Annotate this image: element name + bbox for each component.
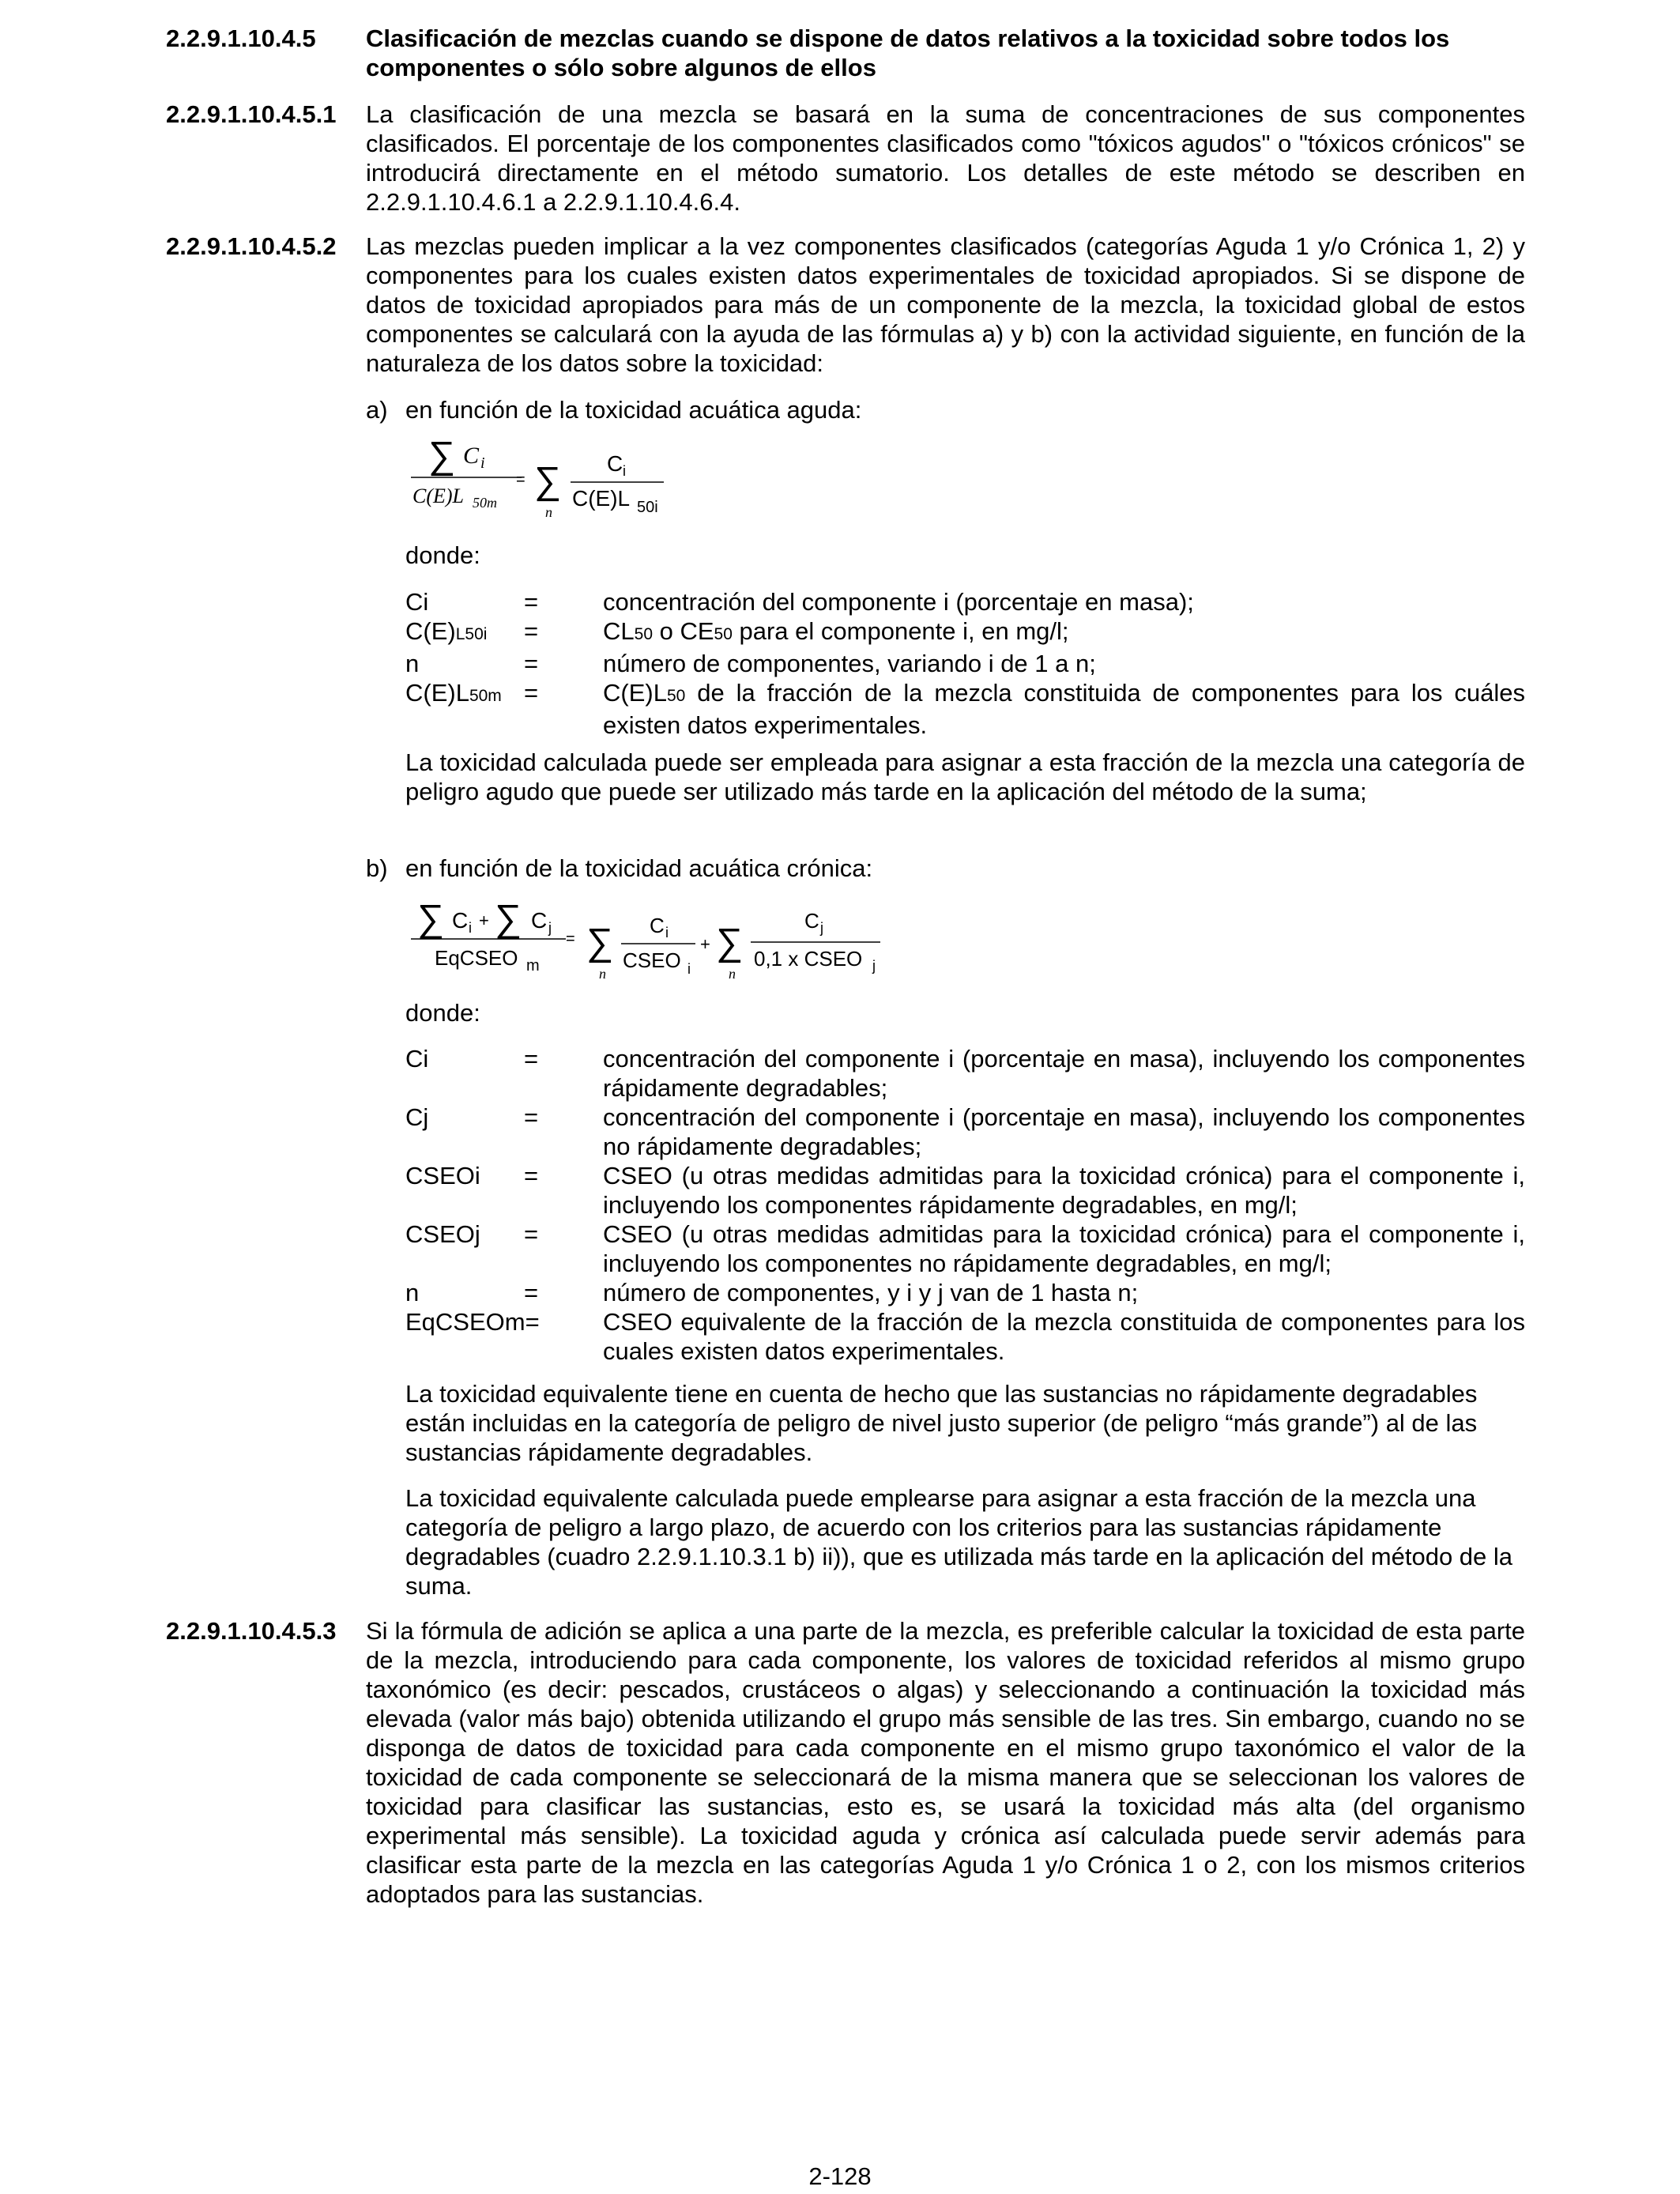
definition-desc: concentración del componente i (porcentaje en masa); — [603, 588, 1194, 616]
definition-desc: CSEO (u otras medidas admitidas para la toxicidad crónica) para el componente i, incluyendo los componentes rápidamente degradables, en mg/l; — [603, 1162, 1525, 1219]
term-sub: 50m — [469, 687, 502, 705]
desc-part: CL — [603, 617, 635, 645]
t2-numerator: C — [804, 909, 819, 933]
definition-term: Ci — [405, 1045, 429, 1072]
item-label: a) — [366, 396, 388, 424]
definition-term: n — [405, 650, 420, 677]
definition-term — [405, 616, 487, 649]
note-chronic-2: La toxicidad equivalente calculada puede emplearse para asignar a esta fracción de la mezcla una categoría de peligro a largo plazo, de acuerdo con los criterios para las sustancias rápidamente degradables (cuadro 2.2.9.1.10.3.1 b) ii)), que es utilizada más tarde en la aplicación del método de la suma. — [405, 1484, 1513, 1600]
definition-equals: = — [524, 650, 539, 677]
desc-sub: 50 — [714, 625, 733, 643]
note-chronic-1: La toxicidad equivalente tiene en cuenta de hecho que las sustancias no rápidamente degradables están incluidas en la categoría de peligro de nivel justo superior (de peligro “más grande”) al de las sustancias rápidamente degradables. — [405, 1380, 1478, 1466]
definition-desc: número de componentes, y i y j van de 1 hasta n; — [603, 1279, 1139, 1306]
t1-denominator: CSEO — [623, 948, 681, 972]
definition-row — [405, 1103, 1525, 1161]
t1-numerator-sub: i — [665, 925, 669, 941]
rhs-numerator-sub: i — [623, 463, 626, 479]
definition-row — [405, 1220, 1525, 1278]
denominator-sub: 50m — [473, 495, 497, 511]
t2-numerator-sub: j — [820, 920, 823, 936]
donde-label-b: donde: — [405, 999, 480, 1027]
term-sub: L50i — [455, 625, 488, 643]
cj: C — [531, 908, 548, 933]
definition-equals: = — [524, 1045, 539, 1072]
definition-row — [405, 1278, 1525, 1307]
section-text: Las mezclas pueden implicar a la vez componentes clasificados (categorías Aguda 1 y/o Crónica 1, 2) y componentes para los cuales existen datos experimentales de toxicidad apropiados. Si se dispone de datos de toxicidad apropiados para más de un componente de la mezcla, la toxicidad global de estos componentes se calculará con la ayuda de las fórmulas a) y b) con la actividad siguiente, en función de la naturaleza de los datos sobre la toxicidad: — [366, 232, 1525, 377]
section-2-2-9-1-10-4-5 — [166, 24, 1525, 82]
desc-part: o CE — [653, 617, 714, 645]
section-number: 2.2.9.1.10.4.5.2 — [166, 232, 337, 260]
definition-desc: número de componentes, variando i de 1 a n; — [603, 650, 1096, 677]
definition-equals: = — [524, 617, 539, 645]
denominator-sub: m — [526, 957, 540, 974]
desc-sub: 50 — [634, 625, 653, 643]
sum-index: n — [729, 966, 736, 982]
desc-sub: 50 — [666, 687, 686, 705]
definition-row — [405, 1044, 1525, 1103]
definitions-b — [405, 1044, 1525, 1366]
definition-desc — [603, 616, 1525, 649]
definition-term: CSEOj — [405, 1220, 480, 1248]
numerator-sub: i — [480, 454, 485, 472]
plus-sign: + — [700, 934, 710, 954]
section-text: La clasificación de una mezcla se basará en la suma de concentraciones de sus componentes clasificados. El porcentaje de los componentes clasificados como "tóxicos agudos" o "tóxicos crónicos" se introducirá directamente en el método sumatorio. Los detalles de este método se describen en 2.2.9.1.10.4.6.1 a 2.2.9.1.10.4.6.4. — [366, 100, 1525, 216]
definition-equals: = — [524, 588, 539, 616]
cj-sub: j — [548, 920, 552, 936]
definition-term: CSEOi — [405, 1162, 480, 1189]
definition-desc: CSEO (u otras medidas admitidas para la toxicidad crónica) para el componente i, incluyendo los componentes no rápidamente degradables, en mg/l; — [603, 1220, 1525, 1277]
section-2-2-9-1-10-4-5-2 — [166, 232, 1525, 378]
definition-row — [405, 587, 1525, 616]
formula-chronic — [403, 892, 909, 986]
definition-row — [405, 649, 1525, 678]
note-acute: La toxicidad calculada puede ser empleada para asignar a esta fracción de la mezcla una categoría de peligro agudo que puede ser utilizado más tarde en la aplicación del método de la suma; — [405, 748, 1525, 805]
page-number: 2-128 — [808, 2162, 872, 2190]
section-2-2-9-1-10-4-5-1 — [166, 100, 1525, 217]
section-text: Si la fórmula de adición se aplica a una parte de la mezcla, es preferible calcular la toxicidad de esta parte de la mezcla, introduciendo para cada componente, los valores de toxicidad referidos al mismo grupo taxonómico (es decir: pescados, crustáceos o algas) y seleccionando a continuación la toxicidad más elevada (valor más bajo) obtenida utilizando el grupo más sensible de las tres. Sin embargo, cuando no se disponga de datos de toxicidad para cada componente en el mismo grupo taxonómico el valor de la toxicidad de cada componente se seleccionará de la misma manera que se seleccionan los valores de toxicidad para clasificar las sustancias, esto es, se usará la toxicidad más alta (del organismo experimental más sensible). La toxicidad aguda y crónica así calculada puede servir además para clasificar esta parte de la mezcla en las categorías Aguda 1 y/o Crónica 1 o 2, con los mismos criterios adoptados para las sustancias. — [366, 1617, 1525, 1908]
ci: C — [452, 908, 469, 933]
equals-sign: = — [566, 930, 575, 948]
section-title: Clasificación de mezclas cuando se dispone de datos relativos a la toxicidad sobre todos los componentes o sólo sobre algunos de ellos — [366, 25, 1450, 81]
equals-sign: = — [516, 471, 525, 488]
definition-term — [405, 678, 502, 711]
t2-denominator: 0,1 x CSEO — [754, 947, 863, 971]
sum-symbol-t2: ∑ — [716, 922, 744, 963]
section-number: 2.2.9.1.10.4.5.3 — [166, 1617, 337, 1645]
definition-row — [405, 1307, 1525, 1366]
rhs-denominator-sub: 50i — [637, 499, 658, 516]
definitions-a — [405, 587, 1525, 740]
sum-symbol: ∑ — [417, 898, 445, 940]
desc-part: de la fracción de la mezcla constituida de componentes para los cuáles existen datos experimentales. — [603, 679, 1525, 739]
donde-label-a: donde: — [405, 541, 480, 569]
sum-index: n — [599, 966, 606, 982]
definition-equals: = — [524, 1103, 539, 1131]
definition-desc: CSEO equivalente de la fracción de la mezcla constituida de componentes para los cuales existen datos experimentales. — [603, 1308, 1525, 1365]
item-text: en función de la toxicidad acuática crónica: — [405, 854, 873, 882]
plus-sign: + — [479, 910, 489, 930]
item-text: en función de la toxicidad acuática aguda: — [405, 396, 862, 424]
sum-symbol-t1: ∑ — [586, 922, 614, 963]
definition-equals: = — [524, 1162, 539, 1189]
definition-term: Ci — [405, 588, 429, 616]
t2-denominator-sub: j — [872, 958, 876, 974]
formula-acute — [403, 433, 719, 528]
sum-symbol: ∑ — [495, 898, 522, 940]
sum-symbol: ∑ — [428, 435, 456, 477]
item-label: b) — [366, 854, 388, 882]
denominator: C(E)L — [412, 484, 464, 507]
desc-part: para el componente i, en mg/l; — [732, 617, 1069, 645]
t1-denominator-sub: i — [687, 961, 691, 977]
definition-desc: concentración del componente i (porcentaje en masa), incluyendo los componentes rápidamente degradables; — [603, 1045, 1525, 1102]
definition-desc — [603, 678, 1525, 740]
rhs-denominator: C(E)L — [572, 486, 631, 511]
list-item-a — [366, 395, 1525, 424]
definition-term: n — [405, 1279, 420, 1306]
term-main: C(E) — [405, 617, 456, 645]
section-number: 2.2.9.1.10.4.5.1 — [166, 100, 337, 128]
definition-equals: = — [524, 1279, 539, 1306]
sum-symbol-rhs: ∑ — [534, 460, 562, 502]
ci-sub: i — [469, 920, 472, 936]
definition-equals: = — [524, 679, 539, 707]
definition-row — [405, 616, 1525, 649]
definition-term: Cj — [405, 1103, 429, 1131]
desc-part: C(E)L — [603, 679, 667, 707]
rhs-numerator: C — [607, 451, 623, 476]
definition-row — [405, 678, 1525, 740]
term-main: C(E)L — [405, 679, 469, 707]
definition-term: EqCSEOm= — [405, 1308, 540, 1336]
section-number: 2.2.9.1.10.4.5 — [166, 25, 316, 52]
denominator: EqCSEO — [435, 946, 518, 970]
section-2-2-9-1-10-4-5-3 — [166, 1616, 1525, 1909]
numerator: C — [463, 443, 480, 469]
definition-desc: concentración del componente i (porcentaje en masa), incluyendo los componentes no rápidamente degradables; — [603, 1103, 1525, 1160]
sum-index: n — [545, 504, 552, 520]
definition-equals: = — [524, 1220, 539, 1248]
t1-numerator: C — [650, 914, 665, 937]
definition-row — [405, 1161, 1525, 1220]
list-item-b — [366, 854, 1525, 883]
